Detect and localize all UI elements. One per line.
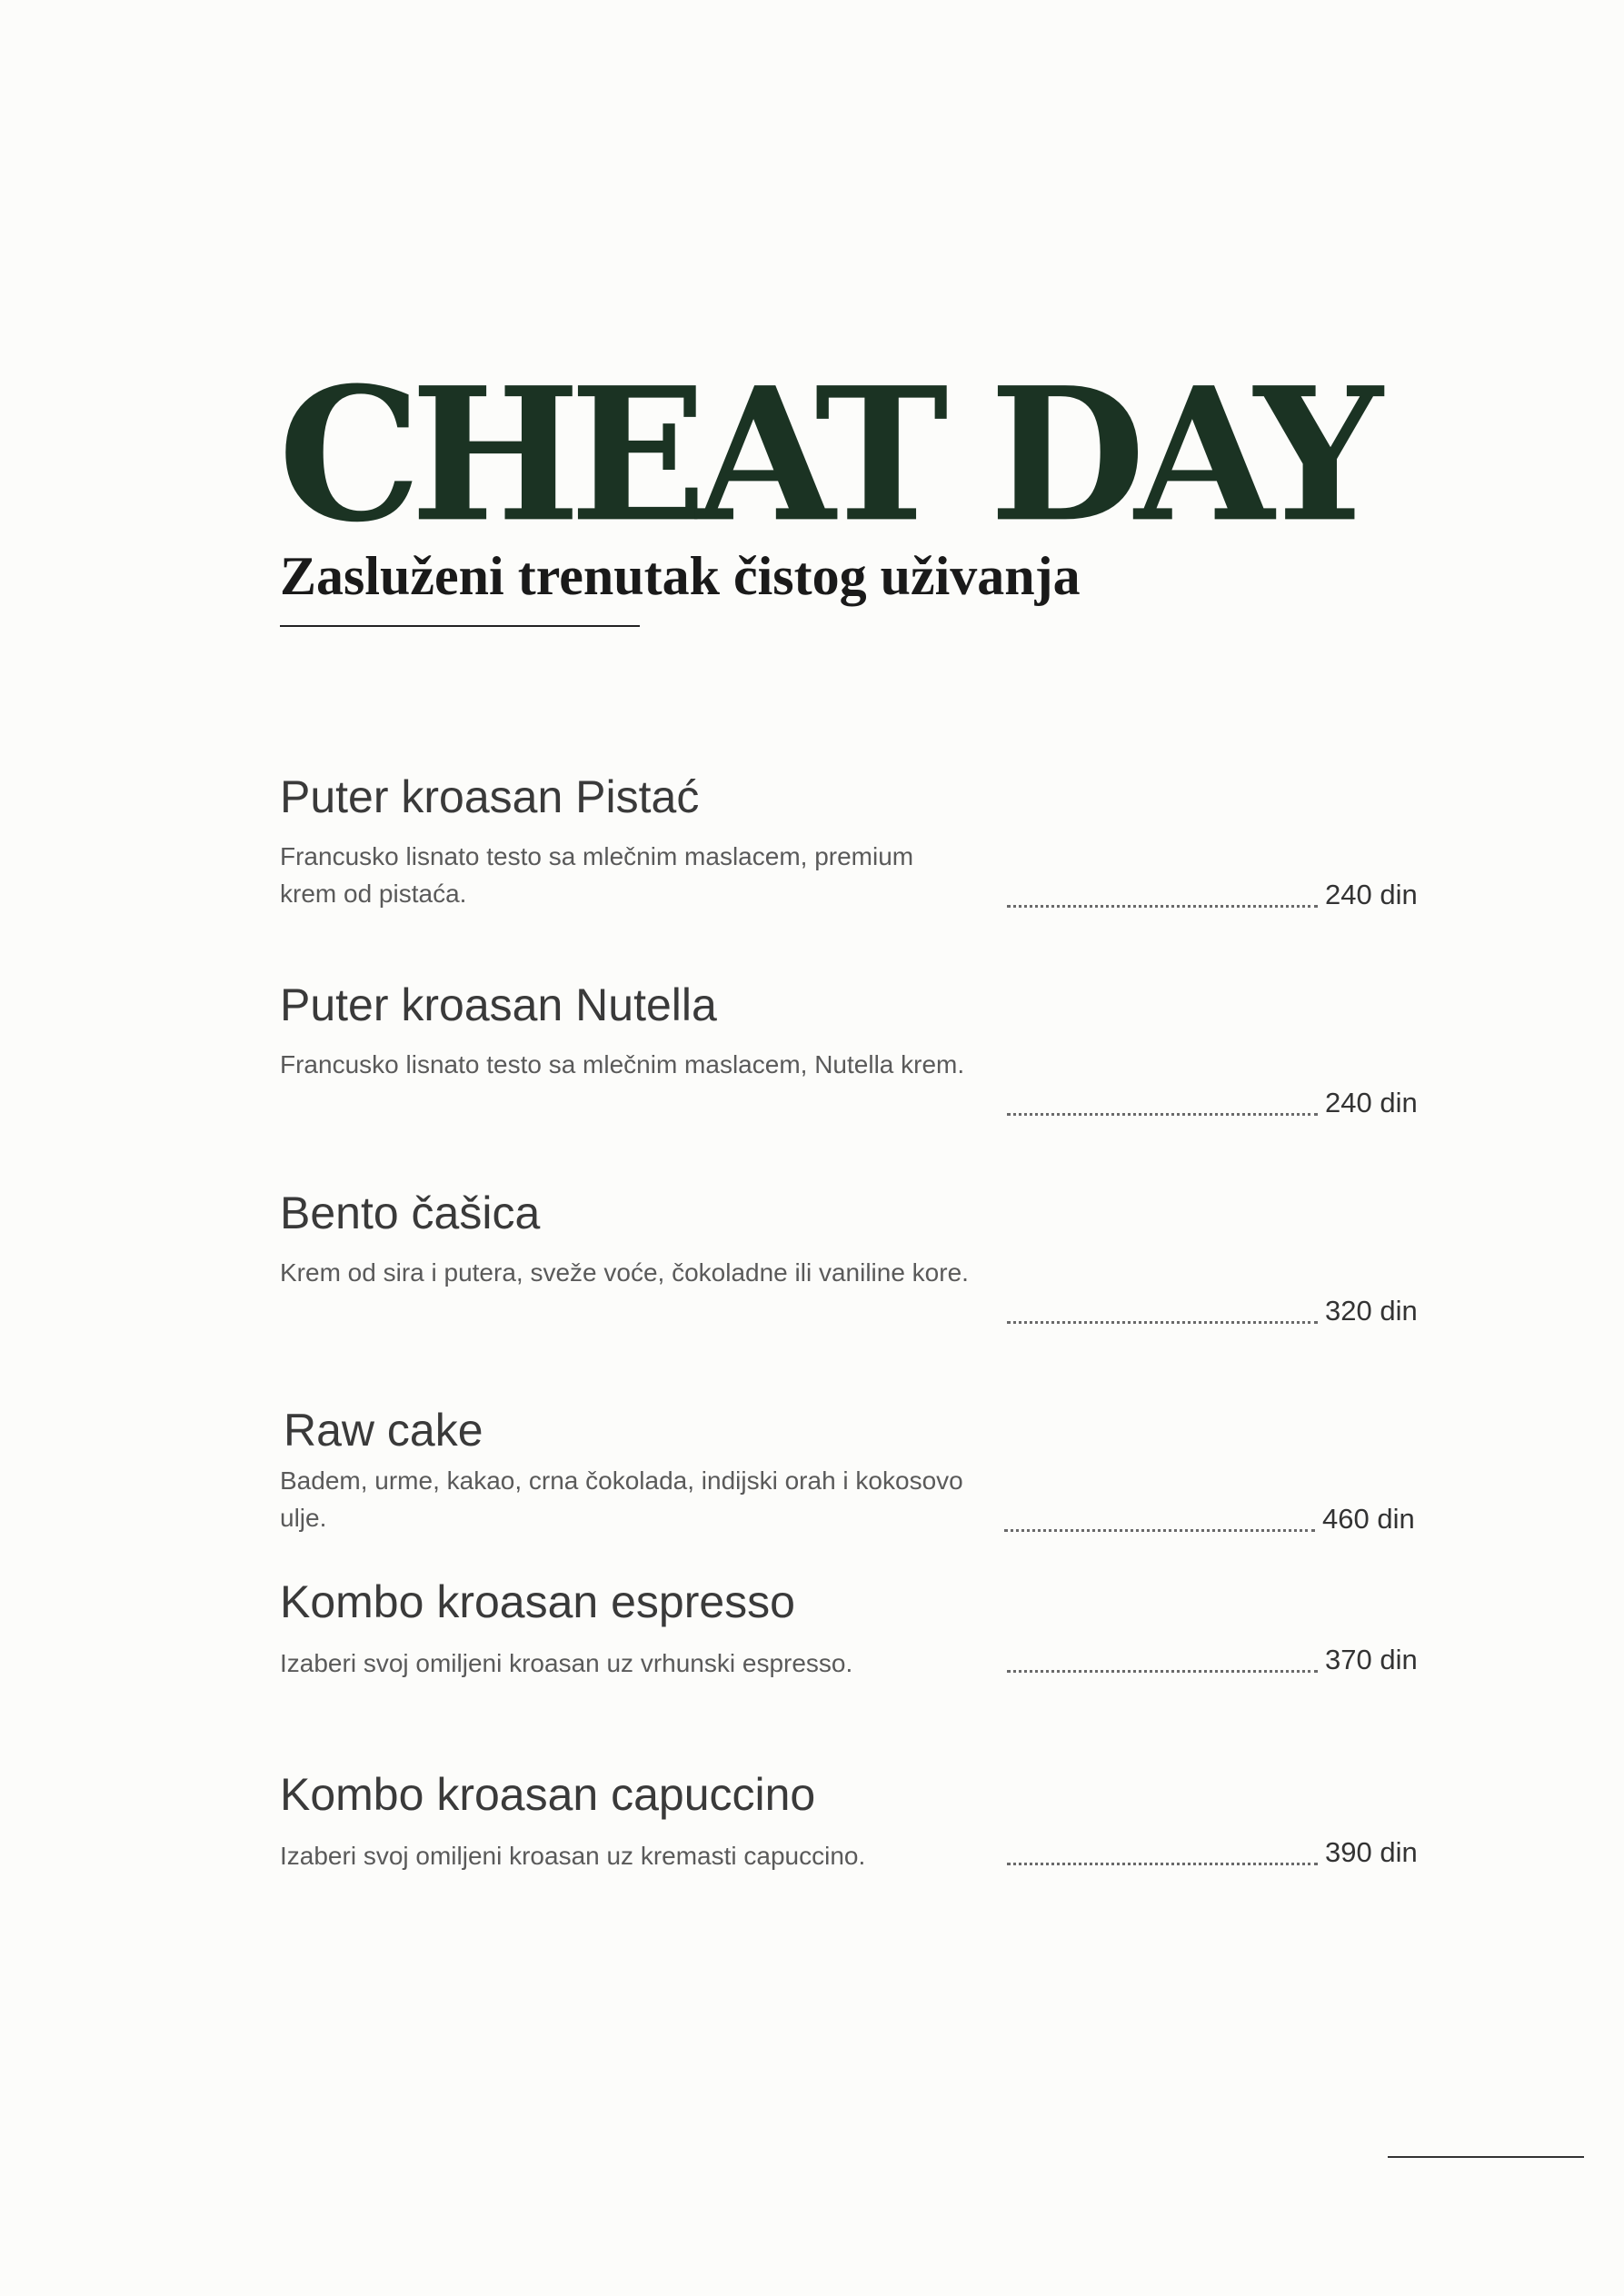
menu-item-price: 320 din: [1325, 1295, 1418, 1327]
menu-item-price: 370 din: [1325, 1644, 1418, 1675]
menu-title: CHEAT DAY: [278, 346, 1372, 563]
price-dot-leader: [1007, 1863, 1318, 1865]
menu-item-description: Francusko lisnato testo sa mlečnim maslacem, premium krem od pistaća.: [280, 842, 914, 908]
menu-item-description: Izaberi svoj omiljeni kroasan uz kremasti capuccino.: [280, 1842, 866, 1870]
menu-item-name: Puter kroasan Nutella: [280, 979, 717, 1030]
menu-item-price: 460 din: [1322, 1503, 1415, 1535]
title-divider: [280, 625, 640, 627]
menu-item-name: Bento čašica: [280, 1188, 541, 1238]
menu-item-description: Francusko lisnato testo sa mlečnim maslacem, Nutella krem.: [280, 1050, 965, 1078]
menu-item-description: Krem od sira i putera, sveže voće, čokoladne ili vaniline kore.: [280, 1258, 969, 1287]
price-dot-leader: [1007, 1321, 1318, 1324]
menu-item-name: Puter kroasan Pistać: [280, 771, 700, 822]
menu-item-price: 240 din: [1325, 879, 1418, 910]
menu-item-description: Izaberi svoj omiljeni kroasan uz vrhunski espresso.: [280, 1649, 853, 1677]
price-dot-leader: [1007, 1670, 1318, 1673]
menu-item-name: Kombo kroasan capuccino: [280, 1769, 816, 1820]
menu-item-name: Raw cake: [284, 1405, 483, 1456]
price-dot-leader: [1007, 1113, 1318, 1116]
menu-item-price: 240 din: [1325, 1087, 1418, 1118]
menu-item-price: 390 din: [1325, 1836, 1418, 1868]
footer-divider: [1388, 2156, 1584, 2158]
price-dot-leader: [1004, 1529, 1315, 1532]
price-dot-leader: [1007, 905, 1318, 908]
menu-subtitle: Zasluženi trenutak čistog uživanja: [280, 546, 1081, 606]
menu-item-name: Kombo kroasan espresso: [280, 1576, 795, 1627]
menu-item-description: Badem, urme, kakao, crna čokolada, indijski orah i kokosovo ulje.: [280, 1466, 963, 1532]
